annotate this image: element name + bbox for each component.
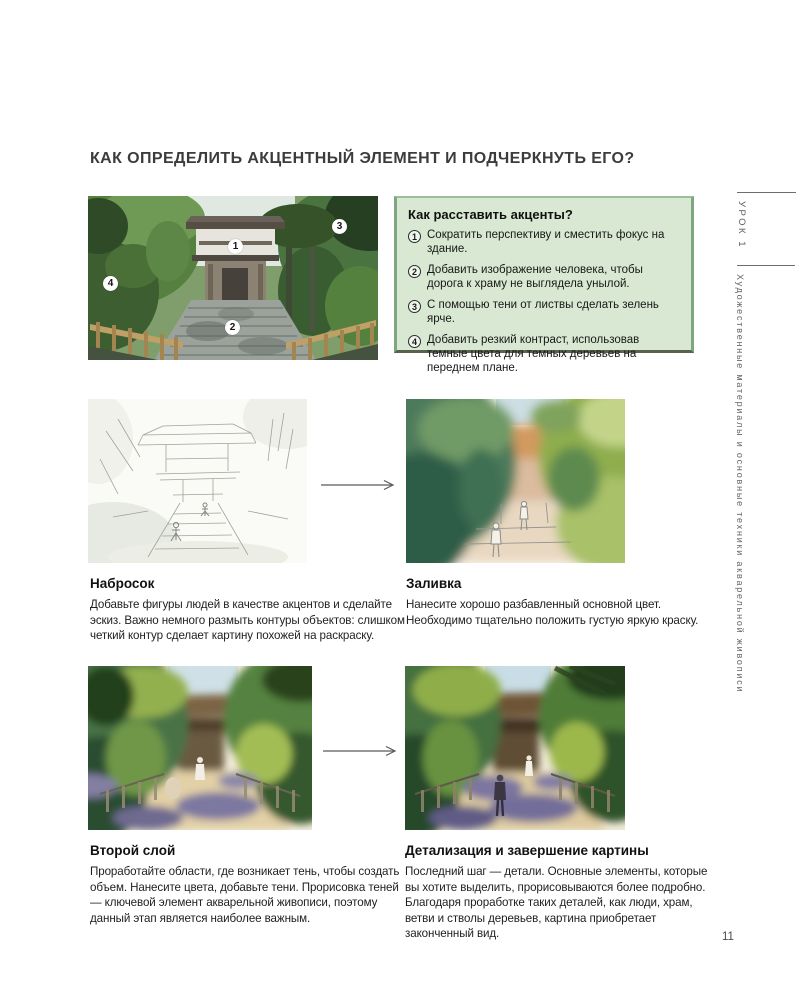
item-number-badge: 2 (408, 265, 421, 278)
accent-item-4 (408, 334, 681, 375)
step-text-detailing: Последний шаг — детали. Основные элементы, которые вы хотите выделить, прорисовываются более подробно. Благодаря проработке таких деталей, как люди, храм, ветви и стволы деревьев, картина приобретает законченный вид. (405, 865, 708, 941)
step-heading-second-layer: Второй слой (90, 843, 176, 858)
step-heading-wash: Заливка (406, 576, 462, 591)
accent-item-2 (408, 264, 681, 292)
final-painting-image (405, 666, 625, 830)
reference-photo (88, 196, 378, 360)
sidebar-chapter-subtitle: Художественные материалы и основные техники акварельной живописи (735, 274, 745, 694)
arrow-row2 (322, 744, 398, 756)
accent-tips-box (394, 196, 694, 374)
arrow-row1 (320, 478, 396, 490)
accent-item-text: С помощью тени от листвы сделать зелень ярче. (427, 299, 659, 325)
page-number: 11 (722, 931, 734, 943)
step-heading-sketch: Набросок (90, 576, 155, 591)
step-text-wash: Нанесите хорошо разбавленный основной цвет. Необходимо тщательно положить густую яркую краску. (406, 598, 699, 627)
accent-item-text: Сократить перспективу и сместить фокус на здание. (427, 229, 665, 255)
sidebar-rule-top (737, 192, 796, 193)
photo-marker-1: 1 (228, 239, 243, 254)
wash-image (406, 399, 625, 563)
item-number-badge: 1 (408, 230, 421, 243)
page-title: КАК ОПРЕДЕЛИТЬ АКЦЕНТНЫЙ ЭЛЕМЕНТ И ПОДЧЕРКНУТЬ ЕГО? (90, 150, 635, 167)
accent-box-title: Как расставить акценты? (408, 207, 573, 222)
item-number-badge: 4 (408, 335, 421, 348)
second-layer-image (88, 666, 312, 830)
sidebar-rule-middle (737, 265, 795, 266)
step-text-sketch: Добавьте фигуры людей в качестве акцентов и сделайте эскиз. Важно немного размыть контуры объектов: слишком четкий контур сделает картину похожей на раскраску. (90, 598, 405, 643)
accent-item-text: Добавить резкий контраст, использовав темные цвета для темных деревьев на переднем плане. (427, 334, 640, 374)
sidebar-lesson-label: УРОК 1 (736, 201, 747, 250)
photo-marker-3: 3 (332, 219, 347, 234)
step-text-second-layer: Проработайте области, где возникает тень, чтобы создать объем. Нанесите цвета, добавьте тени. Прорисовка теней — ключевой элемент акварельной живописи, поэтому данный этап является наиболее важным. (90, 865, 400, 925)
accent-item-1 (408, 229, 681, 257)
sketch-image (88, 399, 307, 563)
step-heading-detailing: Детализация и завершение картины (405, 843, 649, 858)
accent-item-3 (408, 299, 681, 327)
photo-marker-2: 2 (225, 320, 240, 335)
item-number-badge: 3 (408, 300, 421, 313)
accent-item-text: Добавить изображение человека, чтобы дорога к храму не выглядела унылой. (427, 264, 643, 290)
photo-marker-4: 4 (103, 276, 118, 291)
